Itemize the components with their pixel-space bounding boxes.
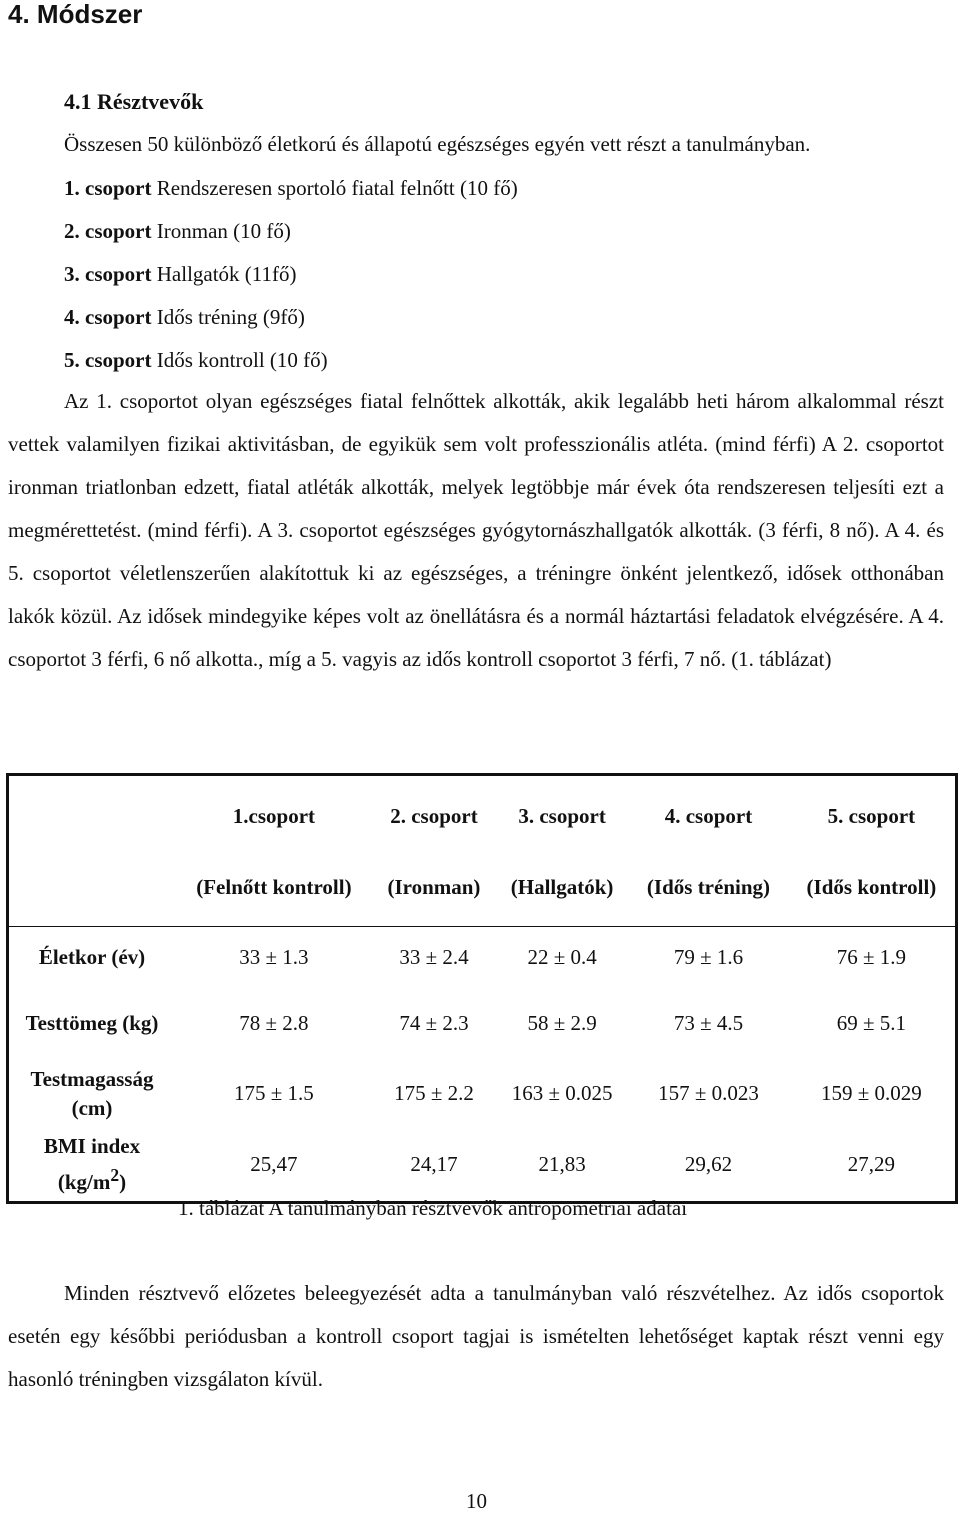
table-row-label	[8, 1129, 176, 1203]
group-item-4	[64, 301, 518, 344]
table-header-cell: 2. csoport	[390, 803, 478, 828]
row-label-main: BMI index	[43, 1134, 141, 1159]
table-cell: 33 ± 2.4	[373, 927, 495, 989]
group-item-1	[64, 172, 518, 215]
group-description: Idős tréning (9fő)	[151, 305, 305, 329]
table-cell: 76 ± 1.9	[788, 927, 957, 989]
group-label: 4. csoport	[64, 305, 152, 329]
table-cell: 157 ± 0.023	[658, 1081, 759, 1105]
group-description: Idős kontroll (10 fő)	[151, 348, 328, 372]
table-cell: 163 ± 0.025	[511, 1081, 613, 1105]
table-cell: 27,29	[847, 1152, 896, 1177]
table-cell: 175 ± 1.5	[234, 1081, 314, 1105]
table-header-cell: 4. csoport	[664, 803, 753, 828]
table-cell: 21,83	[538, 1152, 586, 1177]
table-header-cell: (Hallgatók)	[510, 874, 614, 899]
table-cell: 78 ± 2.8	[239, 1011, 309, 1035]
table-header-row	[8, 775, 957, 849]
table-header-cell: (Idős tréning)	[646, 874, 771, 899]
table-cell: 29,62	[684, 1152, 733, 1177]
paragraph-group-description: Az 1. csoportot olyan egészséges fiatal felnőttek alkották, akik legalább heti három alkalommal részt vettek valamilyen fizikai aktivitásban, de egyikük sem volt professzionális atléta. (mind férfi) A 2. csoportot ironman triatlonban edzett, fiatal atléták alkották, melyek legtöbbje már évek óta rendszeresen teljesíti ezt a megmérettetést. (mind férfi). A 3. csoportot egészséges gyógytornászhallgatók alkották. (3 férfi, 8 nő). A 4. és 5. csoportot véletlenszerűen alakítottuk ki az egészséges, a tréningre önként jelentkező, idősek otthonában lakók közül. Az idősek mindegyike képes volt az önellátásra és a normál háztartási feladatok elvégzésére. A 4. csoportot 3 férfi, 6 nő alkotta., míg a 5. vagyis az idős kontroll csoportot 3 férfi, 7 nő. (1. táblázat)	[8, 389, 944, 671]
row-label-unit: (kg/m	[57, 1170, 111, 1195]
table-row-label: Testmagasság (cm)	[30, 1066, 154, 1120]
group-description: Hallgatók (11fő)	[151, 262, 297, 286]
table-corner	[8, 848, 176, 927]
table-header-cell: 3. csoport	[518, 803, 606, 828]
group-description: Ironman (10 fő)	[151, 219, 291, 243]
table-header-cell: (Ironman)	[387, 874, 481, 899]
group-label: 5. csoport	[64, 348, 152, 372]
section-heading: 4.1 Résztvevők	[64, 89, 204, 114]
table-row	[8, 989, 957, 1059]
table-cell: 24,17	[410, 1152, 458, 1177]
group-description: Rendszeresen sportoló fiatal felnőtt (10 fő)	[151, 176, 518, 200]
table-row-label: Életkor (év)	[8, 927, 176, 989]
table-header-row	[8, 848, 957, 927]
paragraph-consent: Minden résztvevő előzetes beleegyezését adta a tanulmányban való részvételhez. Az idős csoportok esetén egy későbbi periódusban a kontroll csoport tagjai is ismételten lehetőséget kaptak részt venni egy hasonló tréningben vizsgálaton kívül.	[8, 1281, 944, 1391]
table-caption: 1. táblázat A tanulmányban résztvevők antropometriai adatai	[178, 1196, 688, 1220]
page-number: 10	[466, 1489, 487, 1513]
table-cell: 69 ± 5.1	[836, 1011, 907, 1035]
table-cell: 74 ± 2.3	[399, 1011, 469, 1035]
table-cell: 159 ± 0.029	[821, 1081, 922, 1105]
table-cell: 79 ± 1.6	[629, 927, 788, 989]
table-cell: 33 ± 1.3	[175, 927, 373, 989]
table-corner	[8, 775, 176, 849]
group-item-3	[64, 258, 518, 301]
table-cell: 25,47	[250, 1152, 298, 1177]
group-label: 3. csoport	[64, 262, 152, 286]
table-cell: 175 ± 2.2	[394, 1081, 474, 1105]
table-cell: 73 ± 4.5	[673, 1011, 744, 1035]
intro-text: Összesen 50 különböző életkorú és állapotú egészséges egyén vett részt a tanulmányban.	[64, 132, 811, 156]
row-label-unit-close: )	[119, 1170, 127, 1195]
group-label: 1. csoport	[64, 176, 152, 200]
group-list	[64, 172, 518, 387]
table-row-label: Testtömeg (kg)	[25, 1011, 159, 1035]
table-row	[8, 927, 957, 989]
group-item-2	[64, 215, 518, 258]
table-header-cell: 5. csoport	[827, 803, 916, 828]
table-row	[8, 1059, 957, 1129]
group-label: 2. csoport	[64, 219, 152, 243]
table-cell: 22 ± 0.4	[495, 927, 629, 989]
row-label-unit-exponent: 2	[110, 1165, 120, 1186]
anthropometric-table	[6, 773, 958, 1204]
page-heading: 4. Módszer	[8, 0, 143, 29]
table-header-cell: (Idős kontroll)	[806, 874, 937, 899]
table-header-cell: (Felnőtt kontroll)	[196, 874, 352, 899]
table-header-cell: 1.csoport	[232, 803, 316, 828]
table-cell: 58 ± 2.9	[527, 1011, 597, 1035]
